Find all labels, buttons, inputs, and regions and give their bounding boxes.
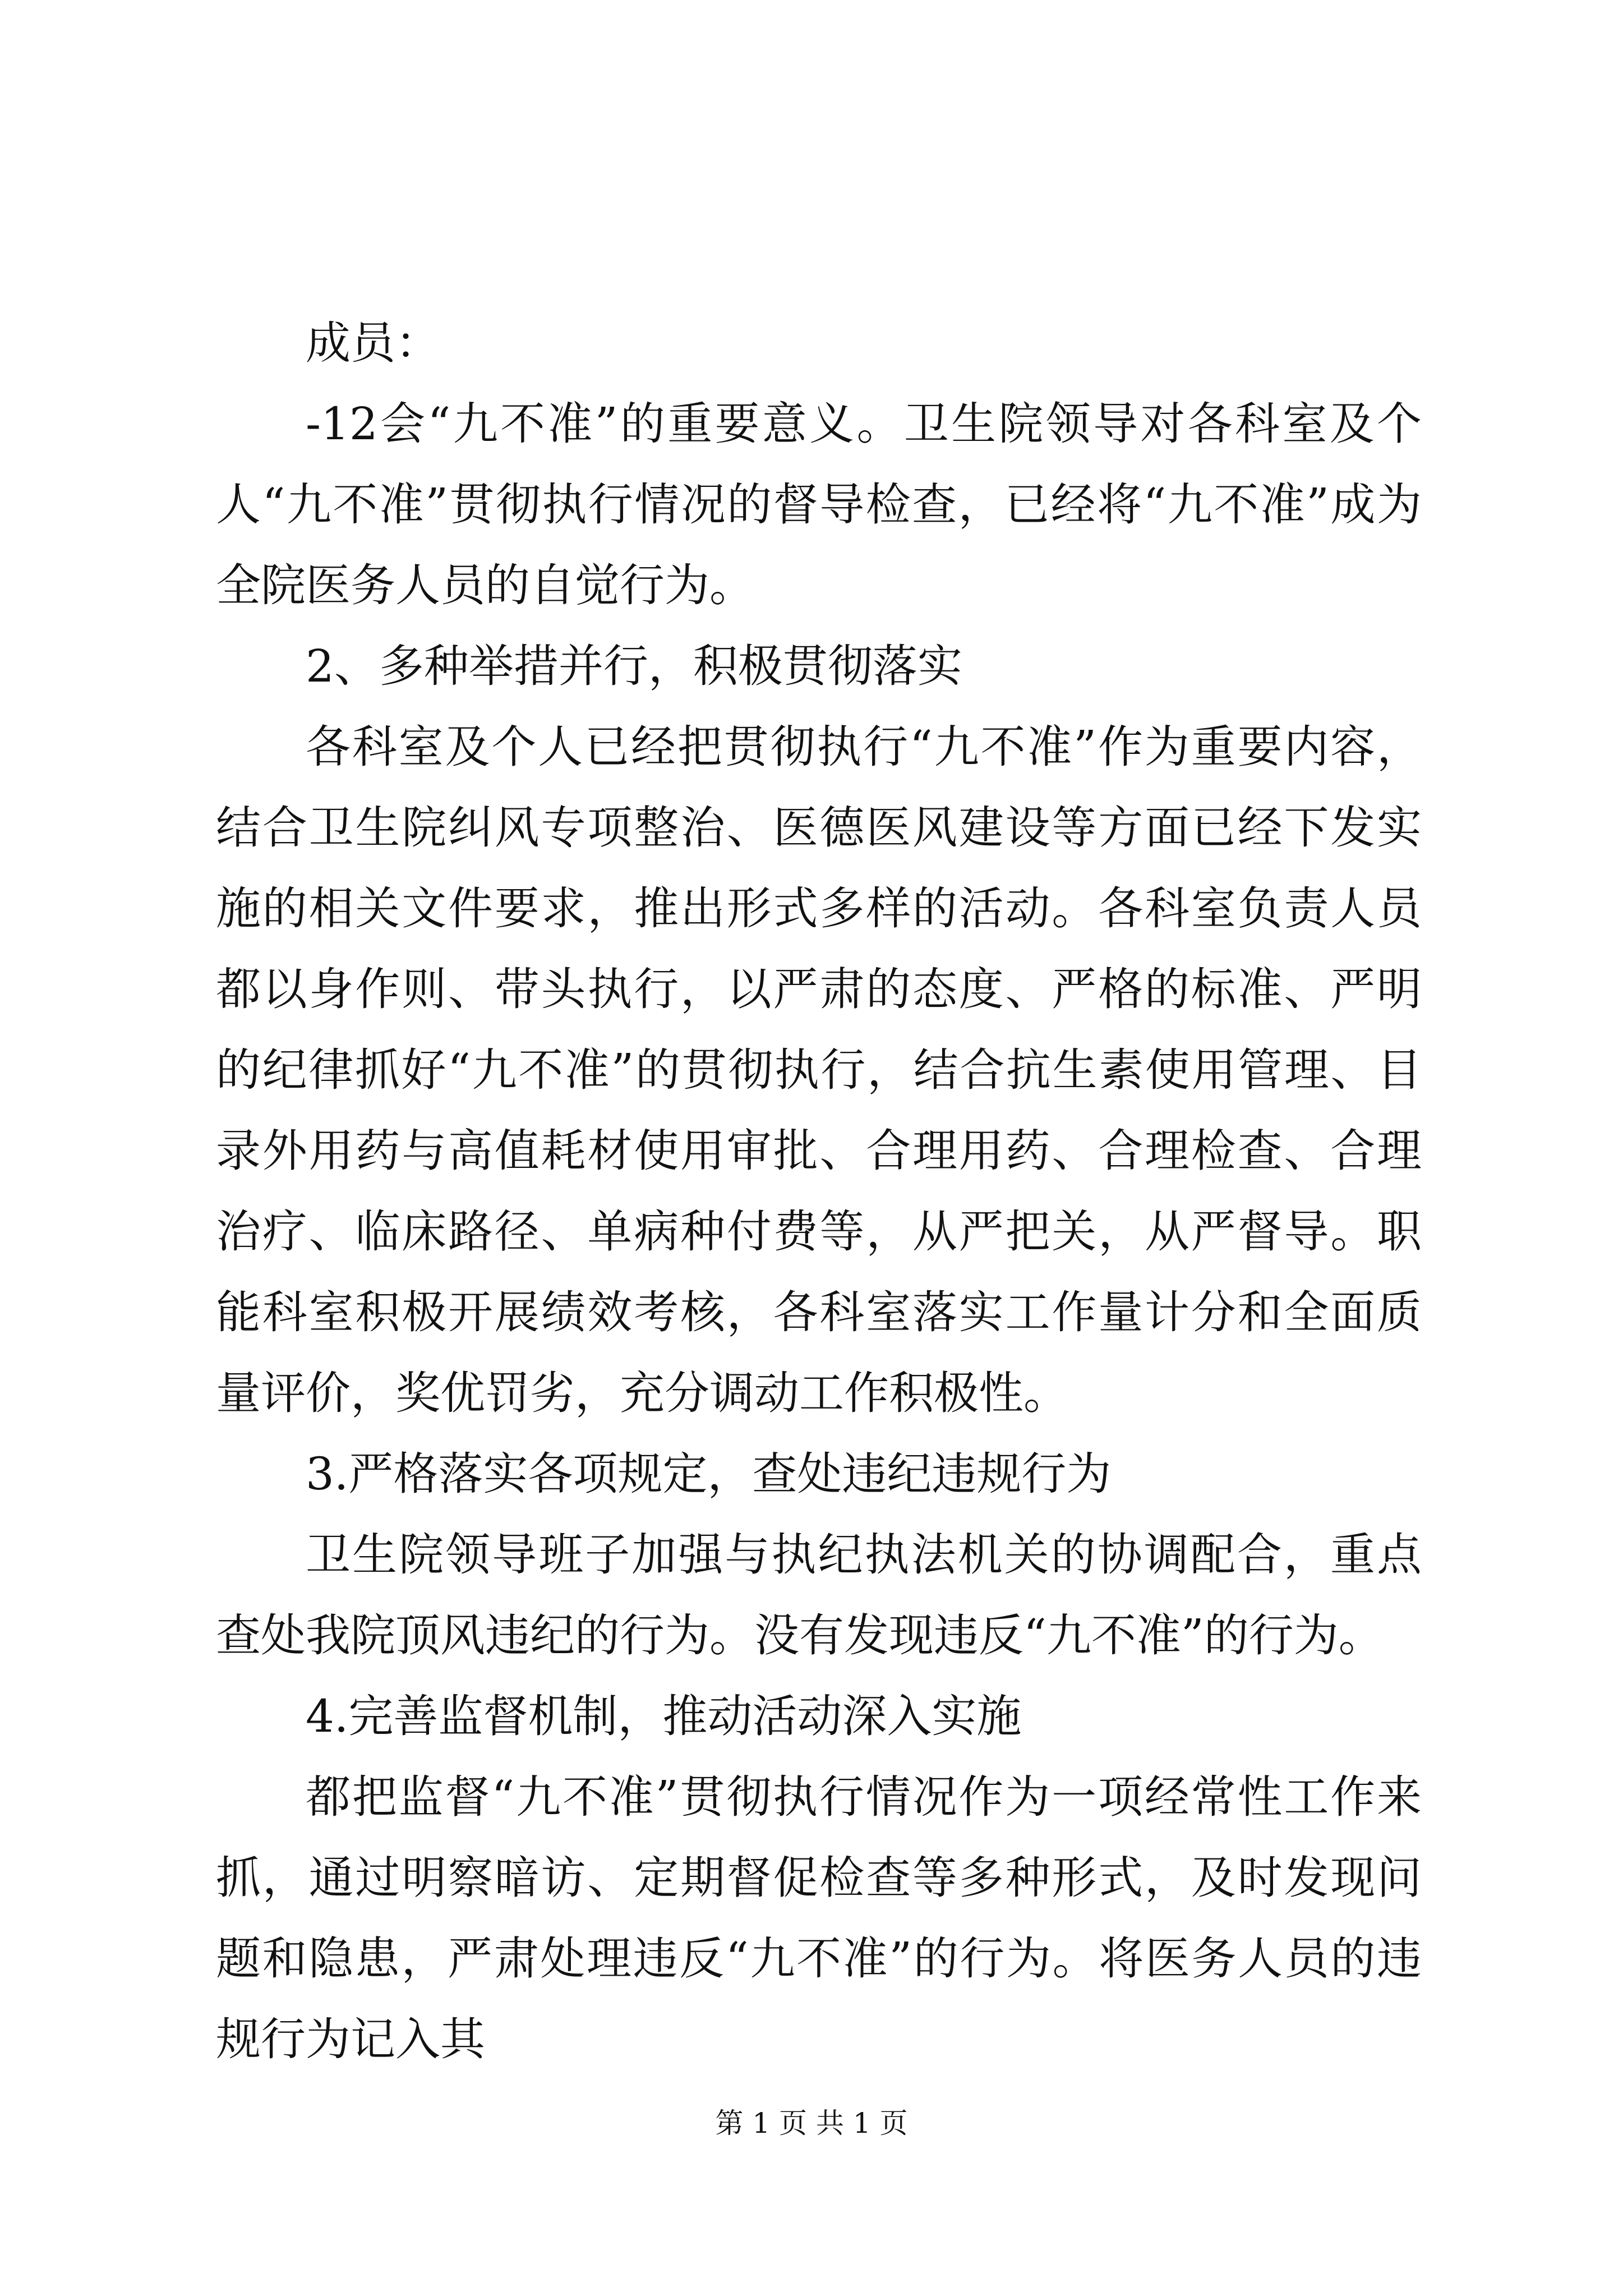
document-body (216, 303, 1422, 2080)
paragraph-members: 成员： (306, 317, 440, 369)
section-heading-3: 3.严格落实各项规定，查处违纪违规行为 (306, 1448, 1112, 1500)
page-number-footer: 第 1 页 共 1 页 (715, 2107, 908, 2139)
paragraph-violations: 卫生院领导班子加强与执纪执法机关的协调配合，重点查处我院顶风违纪的行为。没有发现违反“九不准”的行为。 (216, 1529, 1422, 1662)
paragraph-significance: -12会“九不准”的重要意义。卫生院领导对各科室及个人“九不准”贯彻执行情况的督导检查，已经将“九不准”成为全院医务人员的自觉行为。 (216, 398, 1422, 611)
section-heading-4: 4.完善监督机制，推动活动深入实施 (306, 1690, 1022, 1742)
section-heading-2: 2、多种举措并行，积极贯彻落实 (306, 640, 962, 692)
paragraph-supervision: 都把监督“九不准”贯彻执行情况作为一项经常性工作来抓，通过明察暗访、定期督促检查等多种形式，及时发现问题和隐患，严肃处理违反“九不准”的行为。将医务人员的违规行为记入其 (216, 1771, 1422, 2065)
paragraph-measures: 各科室及个人已经把贯彻执行“九不准”作为重要内容，结合卫生院纠风专项整治、医德医风建设等方面已经下发实施的相关文件要求，推出形式多样的活动。各科室负责人员都以身作则、带头执行，以严肃的态度、严格的标准、严明的纪律抓好“九不准”的贯彻执行，结合抗生素使用管理、目录外用药与高值耗材使用审批、合理用药、合理检查、合理治疗、临床路径、单病种付费等，从严把关，从严督导。职能科室积极开展绩效考核，各科室落实工作量计分和全面质量评价，奖优罚劣，充分调动工作积极性。 (216, 721, 1422, 1419)
